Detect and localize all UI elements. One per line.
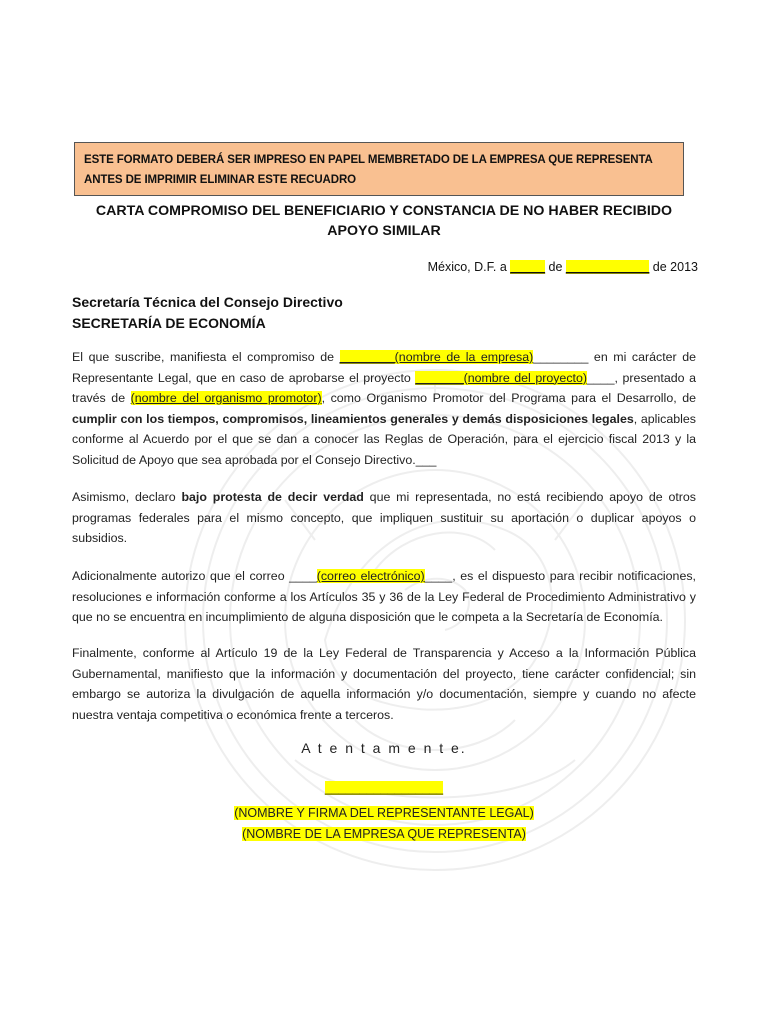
recipient-line-2: SECRETARÍA DE ECONOMÍA: [72, 315, 266, 331]
print-notice-box: [74, 142, 684, 196]
notice-line-2: ANTES DE IMPRIMIR ELIMINAR ESTE RECUADRO: [84, 174, 357, 186]
placeholder-field: _______(nombre del proyecto): [415, 370, 587, 385]
paragraph-text: ____, presentado a través de: [72, 370, 696, 406]
placeholder-field: (nombre del organismo promotor): [130, 391, 322, 406]
date-de-1: de: [545, 260, 566, 274]
paragraph-text: ________ en mi carácter de Representante Legal, que en caso de aprobarse el proyecto: [72, 350, 697, 385]
paragraph-text: Adicionalmente autorizo que el correo ____: [72, 569, 317, 583]
month-blank: ____________: [565, 260, 650, 274]
recipient-line-1: Secretaría Técnica del Consejo Directivo: [72, 294, 343, 310]
paragraph-confidentiality: [72, 643, 696, 725]
closing-salutation: A t e n t a m e n t e.: [301, 740, 467, 756]
title-line-1: CARTA COMPROMISO DEL BENEFICIARIO Y CONSTANCIA DE NO HABER RECIBIDO: [95, 203, 673, 219]
paragraph-text: , aplicables conforme al Acuerdo por el que se dan a conocer las Reglas de Operación, para el ejercicio fiscal 2013 y la Solicitud de Apoyo que sea aprobada por el Consejo Directivo.___: [72, 411, 696, 467]
signature-company-placeholder: (NOMBRE DE LA EMPRESA QUE REPRESENTA): [242, 827, 526, 841]
date-line: [380, 260, 698, 274]
paragraph-text: , como Organismo Promotor del Programa para el Desarrollo, de: [321, 391, 696, 406]
day-blank: _____: [510, 260, 546, 274]
signature-name-placeholder: (NOMBRE Y FIRMA DEL REPRESENTANTE LEGAL): [234, 806, 534, 820]
signature-blank: _________________: [324, 781, 444, 795]
paragraph-text: Finalmente, conforme al Artículo 19 de la Ley Federal de Transparencia y Acceso a la Información Pública Gubernamental, manifiesto que la información y documentación del proyecto, tiene carácter confidencial; sin embargo se autoriza la divulgación de aquella información y/o documentación, siempre y cuando no afecte nuestra ventaja competitiva o económica frente a terceros.: [72, 646, 696, 722]
paragraph-text: ____, es el dispuesto para recibir notificaciones, resoluciones e información conforme a los Artículos 35 y 36 de la Ley Federal de Procedimiento Administrativo y que no se encuentra en incumplimiento de alguna disposición que le competa a la Secretaría de Economía.: [72, 569, 696, 625]
recipient-block: [72, 292, 343, 334]
paragraph-text: Asimismo, declaro: [72, 490, 182, 504]
paragraph-declaration: [72, 487, 696, 549]
date-year: de 2013: [649, 260, 698, 274]
placeholder-field: (correo electrónico): [316, 569, 425, 583]
document-title: [60, 201, 708, 241]
signature-company: [0, 824, 768, 844]
placeholder-field: ________(nombre de la empresa): [339, 350, 534, 364]
emphasis-text: cumplir con los tiempos, compromisos, lineamientos generales y demás disposiciones legales: [72, 411, 634, 426]
paragraph-text: que mi representada, no está recibiendo apoyo de otros programas federales para el mismo concepto, que impliquen sustituir su aportación o duplicar apoyos o subsidios.: [72, 490, 696, 546]
emphasis-text: bajo protesta de decir verdad: [181, 490, 364, 504]
signature-line: [0, 778, 768, 798]
paragraph-email-authorization: [72, 566, 696, 628]
date-place: México, D.F. a: [427, 260, 511, 274]
paragraph-text: El que suscribe, manifiesta el compromiso de: [72, 350, 340, 364]
title-line-2: APOYO SIMILAR: [327, 223, 441, 239]
notice-line-1: ESTE FORMATO DEBERÁ SER IMPRESO EN PAPEL MEMBRETADO DE LA EMPRESA QUE REPRESENTA: [84, 154, 653, 166]
signature-name: [0, 803, 768, 823]
paragraph-commitment: [72, 347, 696, 471]
